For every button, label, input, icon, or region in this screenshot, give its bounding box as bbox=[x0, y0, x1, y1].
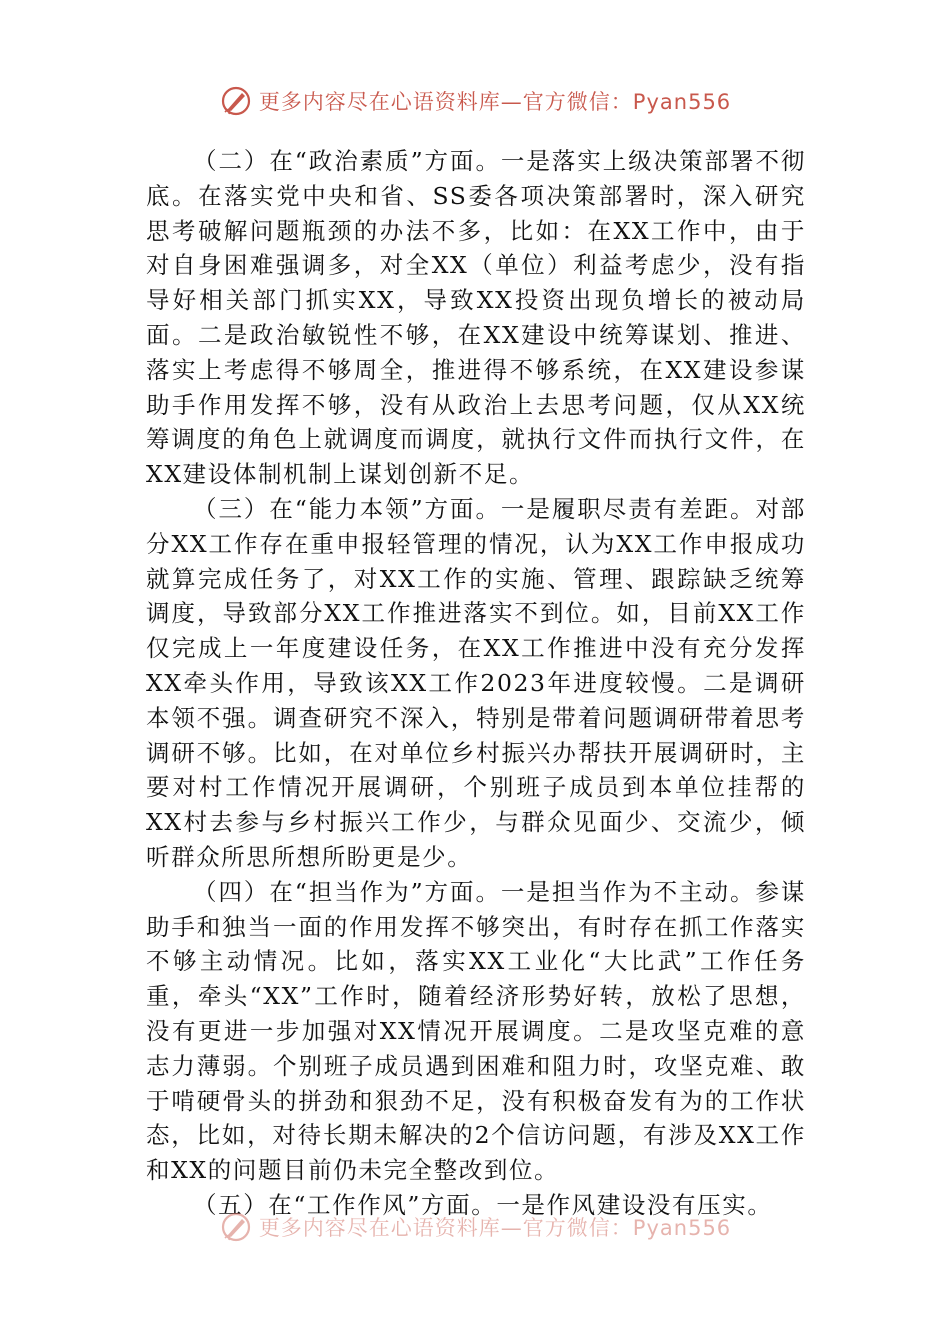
pen-logo-icon bbox=[219, 84, 253, 118]
paragraph-responsibility: （四）在“担当作为”方面。一是担当作为不主动。参谋助手和独当一面的作用发挥不够突出，有时存在抓工作落实不够主动情况。比如，落实XX工业化“大比武”工作任务重，牵头“XX”工作时，随着经济形势好转，放松了思想，没有更进一步加强对XX情况开展调度。二是攻坚克难的意志力薄弱。个别班子成员遇到困难和阻力时，攻坚克难、敢于啃硬骨头的拼劲和狠劲不足，没有积极奋发有为的工作状态，比如，对待长期未解决的2个信访问题，有涉及XX工作和XX的问题目前仍未完全整改到位。 bbox=[146, 877, 806, 1185]
paragraph-capability: （三）在“能力本领”方面。一是履职尽责有差距。对部分XX工作存在重申报轻管理的情况，认为XX工作申报成功就算完成任务了，对XX工作的实施、管理、跟踪缺乏统筹调度，导致部分XX工作推进落实不到位。如，目前XX工作仅完成上一年度建设任务，在XX工作推进中没有充分发挥XX牵头作用，导致该XX工作2023年进度较慢。二是调研本领不强。调查研究不深入，特别是带着问题调研带着思考调研不够。比如，在对单位乡村振兴办帮扶开展调研时，主要对村工作情况开展调研，个别班子成员到本单位挂帮的XX村去参与乡村振兴工作少，与群众见面少、交流少，倾听群众所思所想所盼更是少。 bbox=[146, 494, 806, 871]
paragraph-political-quality: （二）在“政治素质”方面。一是落实上级决策部署不彻底。在落实党中央和省、SS委各项决策部署时，深入研究思考破解问题瓶颈的办法不多，比如：在XX工作中，由于对自身困难强调多，对全XX（单位）利益考虑少，没有指导好相关部门抓实XX，导致XX投资出现负增长的被动局面。二是政治敏锐性不够，在XX建设中统筹谋划、推进、落实上考虑得不够周全，推进得不够系统，在XX建设参谋助手作用发挥不够，没有从政治上去思考问题，仅从XX统筹调度的角色上就调度而调度，就执行文件而执行文件，在XX建设体制机制上谋划创新不足。 bbox=[146, 147, 806, 489]
watermark-footer-text: 更多内容尽在心语资料库—官方微信：Pyan556 bbox=[258, 1216, 732, 1240]
paragraph-work-style: （五）在“工作作风”方面。一是作风建设没有压实。 bbox=[193, 1190, 773, 1219]
watermark-header bbox=[0, 84, 950, 118]
pen-logo-icon bbox=[219, 1210, 253, 1244]
watermark-footer bbox=[0, 1210, 950, 1244]
watermark-header-text: 更多内容尽在心语资料库—官方微信：Pyan556 bbox=[258, 90, 732, 114]
document-body bbox=[146, 144, 806, 1223]
